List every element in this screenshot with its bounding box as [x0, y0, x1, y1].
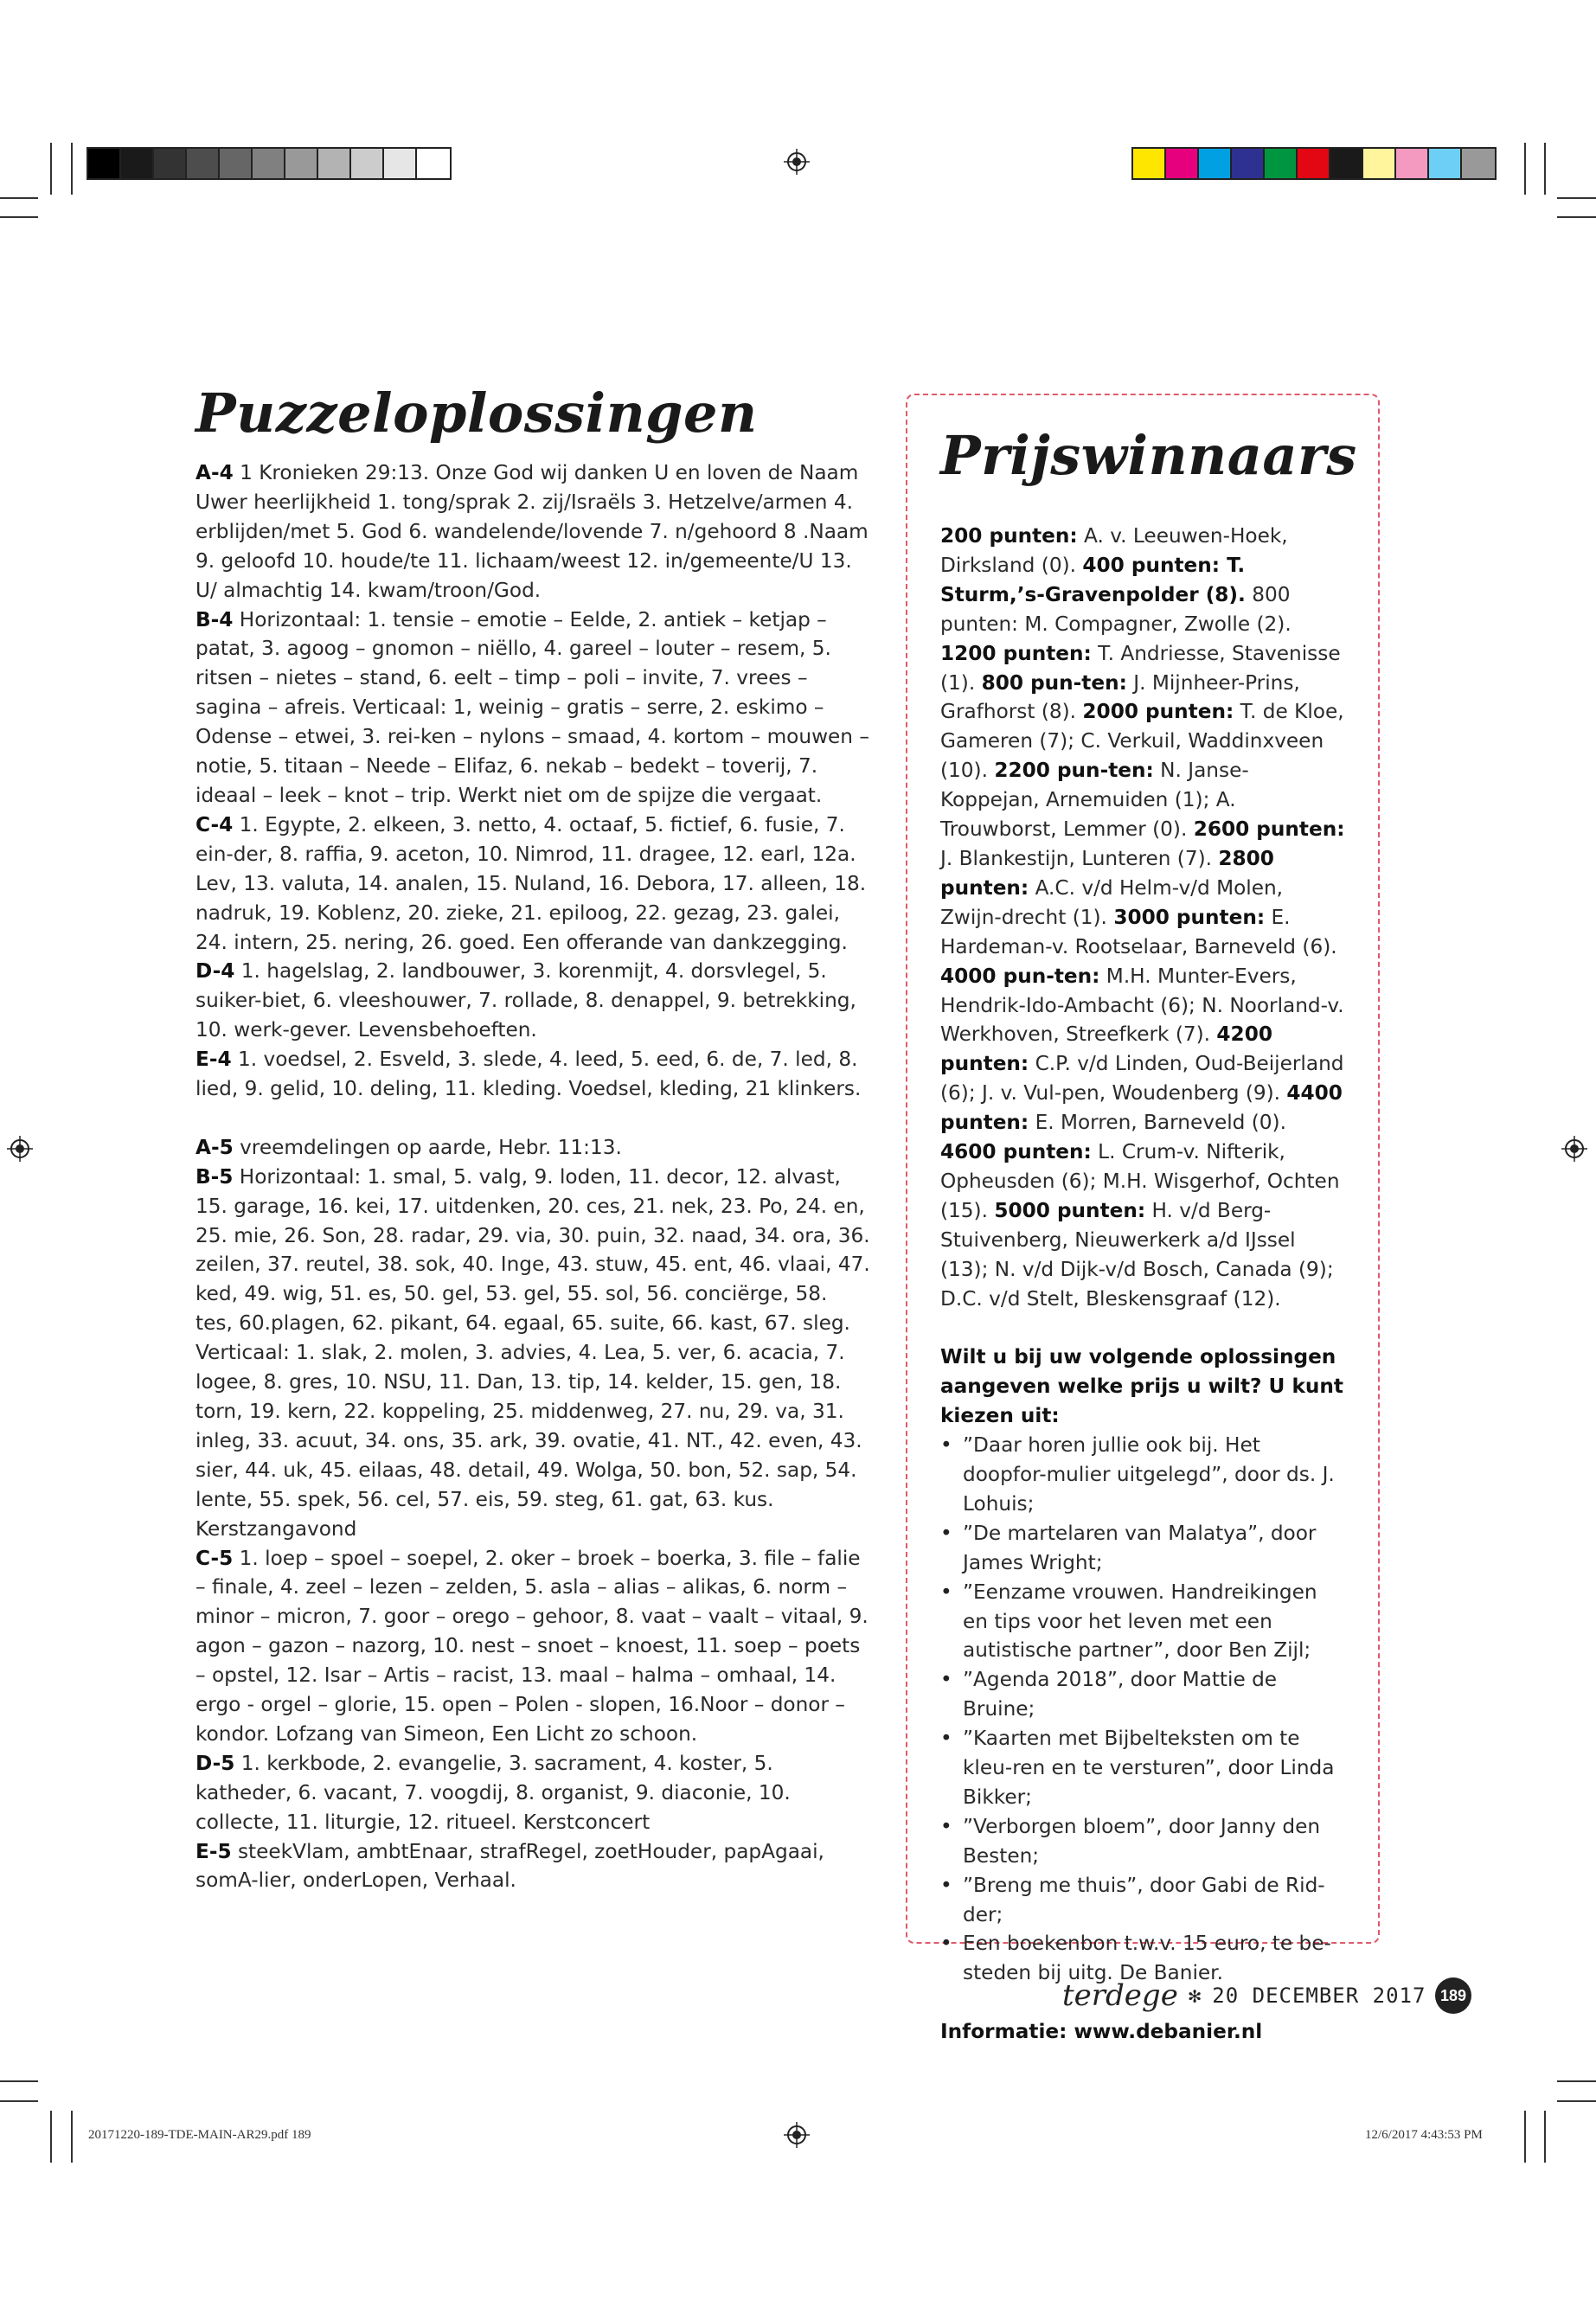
registration-mark-icon — [784, 2122, 810, 2148]
color-swatch — [88, 149, 121, 178]
puzzle-solutions-column — [195, 379, 870, 1895]
crop-mark — [1524, 2111, 1526, 2163]
prize-winners-title: Prijswinnaars — [940, 424, 1357, 487]
color-swatch — [220, 149, 253, 178]
winner-names: 800 punten: M. Compagner, Zwolle (2). — [940, 582, 1292, 636]
winner-points-label: 4200 punten: — [940, 1022, 1272, 1076]
crop-mark — [1524, 143, 1526, 195]
color-swatch — [1199, 149, 1232, 178]
winner-names: E. Hardeman-v. Rootselaar, Barneveld (6). — [940, 905, 1337, 958]
winner-points-label: 5000 punten: — [994, 1198, 1146, 1222]
prize-option: • ”De martelaren van Malatya”, door James Wright; — [940, 1519, 1347, 1578]
crop-mark — [71, 2111, 73, 2163]
solution-label: E-5 — [195, 1839, 232, 1863]
solution-paragraph — [195, 606, 870, 811]
crop-mark — [50, 143, 52, 195]
page-number: 189 — [1435, 1977, 1471, 2014]
solution-text: Horizontaal: 1. smal, 5. valg, 9. loden, 11. decor, 12. alvast, 15. garage, 16. kei, 17. uitdenken, 20. ces, 21. nek, 23. Po, 24. en, 25. mie, 26. Son, 28. radar, 29. via, 30. puin, 32. naad, 34. ora, 36. zeilen, 37. reutel, 38. sok, 40. Inge, 43. stuw, 45. ent, 46. vlaai, 47. ked, 49. wig, 51. es, 50. gel, 53. gel, 55. sol, 56. conciërge, 58. tes, 60.plagen, 62. pikant, 64. egaal, 65. suite, 66. kast, 67. sleg. Verticaal: 1. slak, 2. molen, 3. advies, 4. Lea, 5. ver, 6. acacia, 7. logee, 8. gres, 10. NSU, 11. Dan, 13. tip, 14. kelder, 15. gen, 18. torn, 19. kern, 22. koppeling, 25. middenweg, 27. nu, 29. va, 31. inleg, 33. acuut, 34. ons, 35. ark, 39. ovatie, 41. NT., 42. even, 43. sier, 44. uk, 45. eilaas, 48. detail, 49. Wolga, 50. bon, 52. sap, 54. lente, 55. spek, 56. cel, 57. eis, 59. steg, 61. gat, 63. kus. Kerstzangavond — [195, 1164, 870, 1541]
solution-text: 1. voedsel, 2. Esveld, 3. slede, 4. leed, 5. eed, 6. de, 7. led, 8. lied, 9. gelid, 10. deling, 11. kleding. Voedsel, kleding, 21 klinkers. — [195, 1048, 862, 1101]
section-gap — [195, 1104, 870, 1133]
winner-names: N. Janse-Koppejan, Arnemuiden (1); A. Trouwborst, Lemmer (0). — [940, 759, 1249, 842]
page-title: Puzzeloplossingen — [195, 381, 758, 445]
winner-points-label: 4600 punten: — [940, 1140, 1092, 1164]
winner-points-label: 400 punten: T. Sturm,’s-Gravenpolder (8). — [940, 553, 1246, 606]
crop-mark — [1557, 2100, 1596, 2102]
color-swatch — [253, 149, 285, 178]
prize-option: • ”Kaarten met Bijbelteksten om te kleu-ren en te versturen”, door Linda Bikker; — [940, 1724, 1347, 1812]
solution-paragraph — [195, 957, 870, 1045]
solution-label: A-5 — [195, 1135, 234, 1159]
color-swatch — [1298, 149, 1330, 178]
registration-mark-icon — [1561, 1136, 1587, 1162]
winner-points-label: 4000 pun-ten: — [940, 964, 1100, 988]
solution-label: A-4 — [195, 461, 234, 484]
color-swatch — [1265, 149, 1298, 178]
crop-mark — [0, 2100, 38, 2102]
issue-date: 20 DECEMBER 2017 — [1212, 1984, 1426, 2008]
color-swatch — [1133, 149, 1166, 178]
solution-label: E-4 — [195, 1048, 232, 1072]
footer-separator: ✻ — [1188, 1984, 1202, 2008]
color-swatch — [1429, 149, 1462, 178]
winner-names: C.P. v/d Linden, Oud-Beijerland (6); J. v. Vul-pen, Woudenberg (9). — [940, 1052, 1344, 1106]
print-slug-filename: 20171220-189-TDE-MAIN-AR29.pdf 189 — [88, 2128, 311, 2142]
color-swatch — [1166, 149, 1199, 178]
solution-label: C-5 — [195, 1546, 234, 1570]
color-swatch — [285, 149, 318, 178]
color-swatch — [1462, 149, 1495, 178]
winner-points-label: 2200 pun-ten: — [994, 759, 1154, 783]
winner-names: L. Crum-v. Nifterik, Opheusden (6); M.H. Wisgerhof, Ochten (15). — [940, 1140, 1340, 1222]
prize-options-list — [940, 1431, 1347, 1988]
solution-text: Horizontaal: 1. tensie – emotie – Eelde, 2. antiek – ketjap – patat, 3. agoog – gnomon – niëllo, 4. gareel – louter – resem, 5. ritsen – nietes – stand, 6. eelt – timp – poli – invite, 7. vrees – sagina – afreis. Verticaal: 1, weinig – gratis – serre, 2. eskimo – Odense – etwei, 3. rei-ken – nylons – smaad, 4. kortom – mouwen – notie, 5. titaan – Neede – Elifaz, 6. nekab – bedekt – toverij, 7. ideaal – leek – knot – trip. Werkt niet om de spijze die vergaat. — [195, 607, 869, 807]
prize-option: • ”Agenda 2018”, door Mattie de Bruine; — [940, 1665, 1347, 1724]
solution-paragraph — [195, 458, 870, 606]
prize-option: • Een boekenbon t.w.v. 15 euro, te be-steden bij uitg. De Banier. — [940, 1929, 1347, 1988]
winner-names: A. v. Leeuwen-Hoek, Dirksland (0). — [940, 524, 1288, 577]
solution-label: D-5 — [195, 1751, 235, 1775]
prize-option: • ”Daar horen jullie ook bij. Het doopfor-mulier uitgelegd”, door ds. J. Lohuis; — [940, 1431, 1347, 1519]
solution-paragraph — [195, 1837, 870, 1896]
winner-names: M.H. Munter-Evers, Hendrik-Ido-Ambacht (6); N. Noorland-v. Werkhoven, Streefkerk (7). — [940, 964, 1344, 1047]
winner-names: J. Mijnheer-Prins, Grafhorst (8). — [940, 670, 1300, 724]
winner-points-label: 1200 punten: — [940, 641, 1092, 665]
solution-paragraph — [195, 811, 870, 958]
color-swatch — [121, 149, 154, 178]
winner-points-label: 2800 punten: — [940, 846, 1274, 900]
solution-label: B-5 — [195, 1164, 234, 1189]
color-swatch — [187, 149, 220, 178]
crop-mark — [1557, 197, 1596, 199]
prize-option: • ”Verborgen bloem”, door Janny den Besten; — [940, 1812, 1347, 1871]
solution-paragraph — [195, 1045, 870, 1104]
prize-question: Wilt u bij uw volgende oplossingen aangeven welke prijs u wilt? U kunt kiezen uit: — [940, 1345, 1343, 1428]
grayscale-color-bar — [87, 147, 452, 180]
crop-mark — [1544, 143, 1546, 195]
winner-names: E. Morren, Barneveld (0). — [1029, 1111, 1286, 1135]
solution-text: vreemdelingen op aarde, Hebr. 11:13. — [233, 1135, 622, 1159]
solution-text: 1. Egypte, 2. elkeen, 3. netto, 4. octaaf, 5. fictief, 6. fusie, 7. ein-der, 8. raffia, 9. aceton, 10. Nimrod, 11. dragee, 12. earl, 12a. Lev, 13. valuta, 14. analen, 15. Nuland, 16. Debora, 17. alleen, 18. nadruk, 19. Koblenz, 20. zieke, 21. epiloog, 22. gezag, 23. galei, 24. intern, 25. nering, 26. goed. Een offerande van dankzegging. — [195, 812, 867, 954]
winner-names: H. v/d Berg-Stuivenberg, Nieuwerkerk a/d IJssel (13); N. v/d Dijk-v/d Bosch, Canada (9); D.C. v/d Stelt, Bleskensgraaf (12). — [940, 1198, 1334, 1311]
solution-paragraph — [195, 1544, 870, 1749]
crop-mark — [1557, 216, 1596, 218]
winners-list — [940, 522, 1347, 1313]
winner-points-label: 800 pun-ten: — [981, 670, 1127, 695]
color-swatch — [417, 149, 450, 178]
solution-text: 1. kerkbode, 2. evangelie, 3. sacrament, 4. koster, 5. katheder, 6. vacant, 7. voogdij, 8. organist, 9. diaconie, 10. collecte, 11. liturgie, 12. ritueel. Kerstconcert — [195, 1751, 791, 1834]
winner-points-label: 4400 punten: — [940, 1081, 1343, 1135]
crop-mark — [1544, 2111, 1546, 2163]
solution-text: steekVlam, ambtEnaar, strafRegel, zoetHouder, papAgaai, somA-lier, onderLopen, Verhaal. — [195, 1839, 824, 1893]
solution-label: C-4 — [195, 812, 234, 836]
info-link[interactable]: Informatie: www.debanier.nl — [940, 2020, 1263, 2044]
crop-mark — [1557, 2080, 1596, 2082]
solution-text: 1. hagelslag, 2. landbouwer, 3. korenmijt, 4. dorsvlegel, 5. suiker-biet, 6. vleeshouwer, 7. rollade, 8. denappel, 9. betrekking, 10. werk-gever. Levensbehoeften. — [195, 959, 856, 1042]
winner-points-label: 2000 punten: — [1082, 700, 1234, 724]
process-color-bar — [1131, 147, 1497, 180]
color-swatch — [1363, 149, 1396, 178]
winner-names: A.C. v/d Helm-v/d Molen, Zwijn-drecht (1). — [940, 875, 1284, 929]
color-swatch — [318, 149, 351, 178]
winner-names: T. Andriesse, Stavenisse (1). — [940, 641, 1341, 695]
print-slug-timestamp: 12/6/2017 4:43:53 PM — [1365, 2128, 1483, 2142]
solution-paragraph — [195, 1163, 870, 1544]
prize-option: • ”Breng me thuis”, door Gabi de Rid-der; — [940, 1871, 1347, 1930]
winner-points-label: 3000 punten: — [1113, 905, 1266, 929]
crop-mark — [71, 143, 73, 195]
color-swatch — [1396, 149, 1429, 178]
color-swatch — [1232, 149, 1265, 178]
color-swatch — [1330, 149, 1363, 178]
solution-text: 1 Kronieken 29:13. Onze God wij danken U en loven de Naam Uwer heerlijkheid 1. tong/sprak 2. zij/Israëls 3. Hetzelve/armen 4. erblijden/met 5. God 6. wandelende/lovende 7. n/gehoord 8 .Naam 9. geloofd 10. houde/te 11. lichaam/weest 12. in/gemeente/U 13. U/ almachtig 14. kwam/troon/God. — [195, 461, 869, 602]
solution-text: 1. loep – spoel – soepel, 2. oker – broek – boerka, 3. file – falie – finale, 4. zeel – lezen – zelden, 5. asla – alias – alikas, 6. norm – minor – micron, 7. goor – orego – gehoor, 8. vaat – vaalt – vitaal, 9. agon – gazon – nazorg, 10. nest – snoet – knoest, 11. soep – poets – opstel, 12. Isar – Artis – racist, 13. maal – halma – omhaal, 14. ergo - orgel – glorie, 15. open – Polen - slopen, 16.Noor – donor – kondor. Lofzang van Simeon, Een Licht zo schoon. — [195, 1546, 869, 1746]
color-swatch — [351, 149, 384, 178]
crop-mark — [0, 216, 38, 218]
winner-names: T. de Kloe, Gameren (7); C. Verkuil, Waddinxveen (10). — [940, 700, 1344, 783]
registration-mark-icon — [7, 1136, 33, 1162]
solution-paragraph — [195, 1749, 870, 1837]
crop-mark — [0, 197, 38, 199]
winner-points-label: 2600 punten: — [1193, 817, 1345, 842]
prize-option: • ”Eenzame vrouwen. Handreikingen en tips voor het leven met een autistische partner”, door Ben Zijl; — [940, 1578, 1347, 1666]
solutions-body — [195, 458, 870, 1895]
color-swatch — [154, 149, 187, 178]
crop-mark — [0, 2080, 38, 2082]
winner-names: J. Blankestijn, Lunteren (7). — [940, 846, 1219, 870]
solution-paragraph — [195, 1133, 870, 1163]
solution-label: D-4 — [195, 959, 235, 984]
color-swatch — [384, 149, 417, 178]
crop-mark — [50, 2111, 52, 2163]
winner-points-label: 200 punten: — [940, 524, 1078, 548]
registration-mark-icon — [784, 149, 810, 175]
solution-label: B-4 — [195, 607, 234, 631]
page-footer — [1062, 1977, 1426, 2015]
magazine-logo: terdege — [1062, 1978, 1178, 2013]
